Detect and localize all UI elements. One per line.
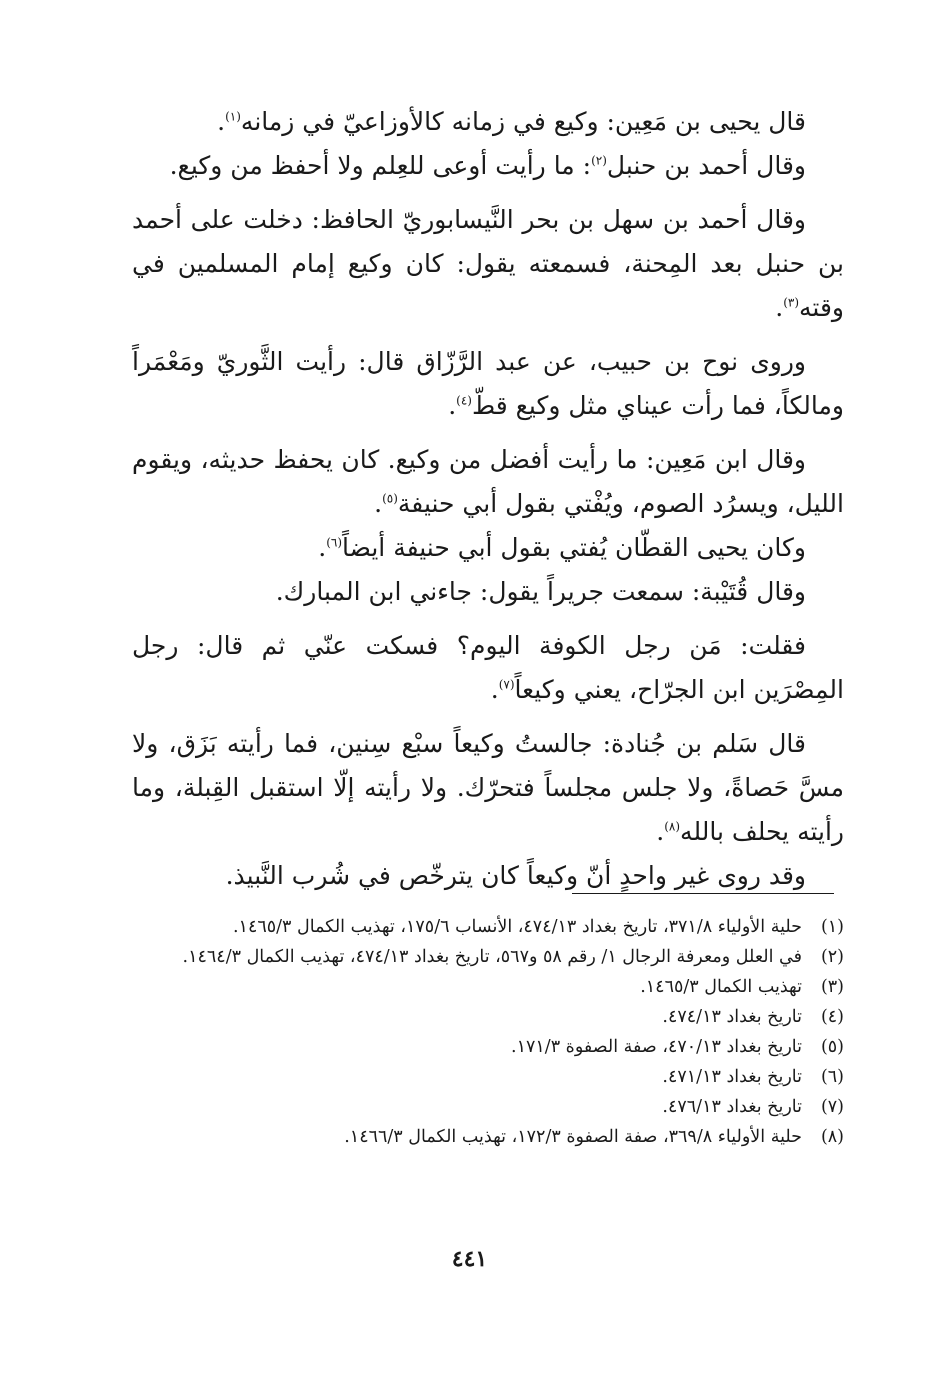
footnote-marker: (٥) [382, 491, 398, 506]
footnote-marker: (٣) [783, 295, 800, 310]
paragraph: وقال أحمد بن حنبل$^{(٢)}$: ما رأيت أوعى للعِلم ولا أحفظ من وكيع. [169, 151, 806, 180]
footnote-number: (٥) [820, 1037, 844, 1057]
footnote [132, 942, 844, 972]
footnote-number: (١) [820, 917, 844, 937]
footnote [132, 1002, 844, 1032]
footnote-number: (٨) [820, 1127, 844, 1147]
footnote-number: (٣) [820, 977, 844, 997]
footnote-text: تاريخ بغداد ٤٧٠/١٣، صفة الصفوة ١٧١/٣. [511, 1037, 802, 1057]
paragraph: وكان يحيى القطّان يُفتي بقول أبي حنيفة أيضاً$^{(٦)}$. [318, 533, 806, 562]
footnote-marker: (٤) [456, 393, 472, 408]
paragraph: فقلت: مَن رجل الكوفة اليوم؟ فسكت عنّي ثم قال: رجل المِصْرَين ابن الجرّاح، يعني وكيعاً$^{(٧)}$. [132, 631, 844, 704]
footnote-text: تاريخ بغداد ٤٧٤/١٣. [662, 1007, 802, 1027]
footnote-text: في العلل ومعرفة الرجال ١/ رقم ٥٨ و٥٦٧، تاريخ بغداد ٤٧٤/١٣، تهذيب الكمال ١٤٦٤/٣. [182, 947, 802, 967]
footnote-text: تاريخ بغداد ٤٧١/١٣. [662, 1067, 802, 1087]
footnote-text: حلية الأولياء ٣٧١/٨، تاريخ بغداد ٤٧٤/١٣، الأنساب ١٧٥/٦، تهذيب الكمال ١٤٦٥/٣. [232, 917, 802, 937]
footnote-marker: (٨) [664, 819, 681, 834]
footnote [132, 1092, 844, 1122]
footnote-number: (٤) [820, 1007, 844, 1027]
paragraph: وقال أحمد بن سهل بن بحر النَّيسابوريّ الحافظ: دخلت على أحمد بن حنبل بعد المِحنة، فسمعته يقول: كان وكيع إمام المسلمين في وقته$^{(٣)}$. [132, 205, 844, 322]
footnote-number: (٧) [820, 1097, 844, 1117]
footnote-text: حلية الأولياء ٣٦٩/٨، صفة الصفوة ١٧٢/٣، تهذيب الكمال ١٤٦٦/٣. [344, 1127, 802, 1147]
paragraph: وقال ابن مَعِين: ما رأيت أفضل من وكيع. كان يحفظ حديثه، ويقوم الليل، ويسرُد الصوم، ويُفْتي بقول أبي حنيفة$^{(٥)}$. [132, 445, 844, 518]
paragraph: وقال قُتَيْبة: سمعت جريراً يقول: جاءني ابن المبارك. [275, 577, 806, 606]
footnote [132, 912, 844, 942]
footnote-marker: (٧) [498, 677, 515, 692]
footnote [132, 1122, 844, 1152]
footnote-marker: (١) [225, 109, 241, 124]
footnote-text: تهذيب الكمال ١٤٦٥/٣. [640, 977, 802, 997]
footnote [132, 972, 844, 1002]
footnote-marker: (٢) [591, 153, 607, 168]
footnote [132, 1032, 844, 1062]
footnote-number: (٦) [820, 1067, 844, 1087]
footnote-divider [572, 893, 834, 894]
paragraph: وقد روى غير واحدٍ أنّ وكيعاً كان يترخّص في شُرب النَّبيذ. [225, 861, 806, 890]
page-number: ٤٤١ [451, 1246, 488, 1272]
footnotes [132, 912, 844, 1152]
paragraph: وروى نوح بن حبيب، عن عبد الرَّزّاق قال: رأيت الثَّوريّ ومَعْمَراً ومالكاً، فما رأت عيناي مثل وكيع قطّ$^{(٤)}$. [132, 347, 844, 420]
footnote-number: (٢) [820, 947, 844, 967]
main-text [132, 100, 844, 908]
footnote [132, 1062, 844, 1092]
footnote-marker: (٦) [326, 535, 343, 550]
paragraph: قال يحيى بن مَعِين: وكيع في زمانه كالأوزاعيّ في زمانه$^{(١)}$. [217, 107, 806, 136]
paragraph: قال سَلم بن جُنادة: جالستُ وكيعاً سبْع سِنين، فما رأيته بَزَق، ولا مسَّ حَصاةً، ولا جلس مجلساً فتحرّك. ولا رأيته إلّا استقبل القِبلة، وما رأيته يحلف بالله$^{(٨)}$. [132, 729, 844, 846]
footnote-text: تاريخ بغداد ٤٧٦/١٣. [662, 1097, 802, 1117]
